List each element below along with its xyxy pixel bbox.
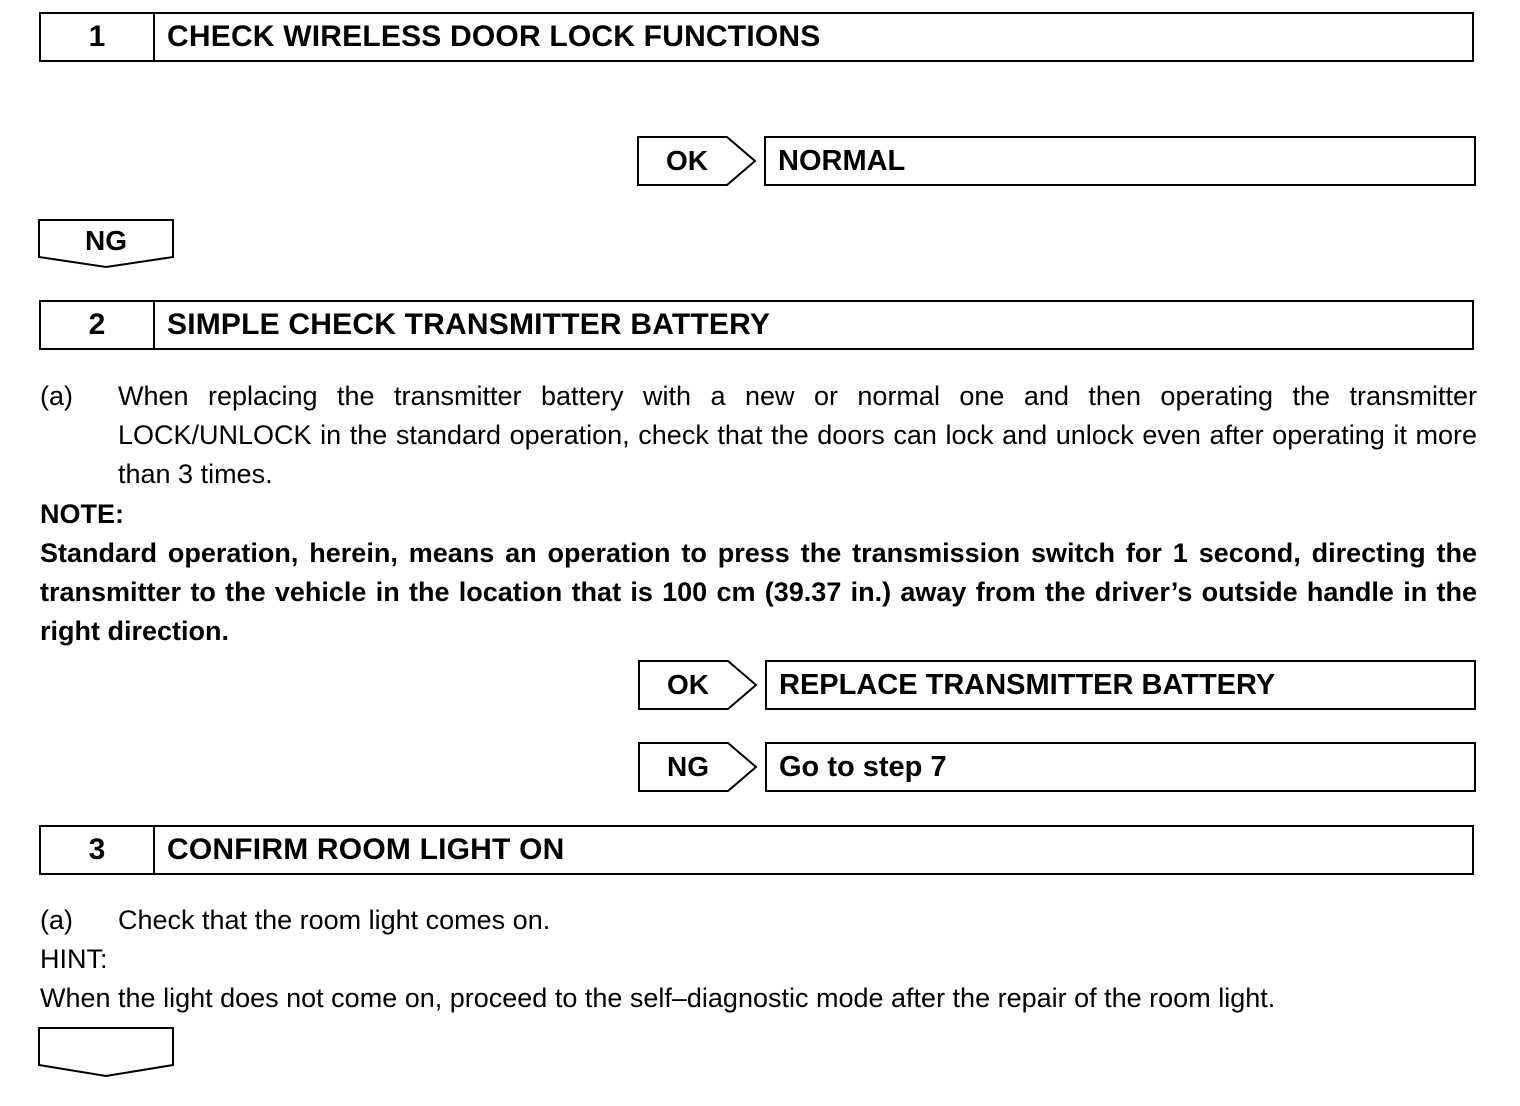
ok-label: OK (666, 145, 708, 176)
ng-down-tag (38, 219, 176, 269)
step-number: 2 (41, 302, 155, 348)
item-text: Check that the room light comes on. (118, 905, 551, 935)
hint-title: HINT: (40, 944, 108, 974)
ok-arrow-tag (637, 136, 761, 186)
ng-label: NG (667, 751, 709, 782)
result-text: Go to step 7 (779, 750, 947, 783)
ok-label: OK (667, 669, 709, 700)
step-title: CHECK WIRELESS DOOR LOCK FUNCTIONS (167, 20, 821, 53)
note-text: Standard operation, herein, means an operation to press the transmission switch for 1 second, directing the transmitter to the vehicle in the location that is 100 cm (39.37 in.) away from the driver’s outside handle in the right direction. (40, 538, 1477, 646)
item-text: When replacing the transmitter battery with a new or normal one and then operating the transmitter LOCK/UNLOCK in the standard operation, check that the doors can lock and unlock even after operating it more than 3 times. (118, 381, 1477, 489)
hint-text: When the light does not come on, proceed to the self–diagnostic mode after the repair of the room light. (40, 983, 1276, 1013)
note-title: NOTE: (40, 499, 124, 529)
item-label: (a) (40, 381, 73, 411)
step-2-item-a (40, 377, 1477, 497)
result-text: NORMAL (778, 144, 906, 177)
ng-arrow-tag (638, 742, 762, 792)
step-title: SIMPLE CHECK TRANSMITTER BATTERY (167, 308, 771, 341)
ng-result-box (765, 742, 1476, 792)
ok-result-box (764, 136, 1476, 186)
result-text: REPLACE TRANSMITTER BATTERY (779, 668, 1276, 701)
down-arrow-icon (38, 1027, 176, 1079)
continue-down-tag (38, 1027, 176, 1079)
item-label: (a) (40, 905, 73, 935)
ok-result-box (765, 660, 1476, 710)
step-3-header (39, 825, 1474, 875)
step-title: CONFIRM ROOM LIGHT ON (167, 833, 565, 866)
step-2-header (39, 300, 1474, 350)
step-1-header (39, 12, 1474, 62)
ng-label: NG (85, 225, 127, 256)
step-number: 3 (41, 827, 155, 873)
step-number: 1 (41, 14, 155, 60)
step-3-item-a (40, 901, 1477, 941)
ok-arrow-tag (638, 660, 762, 710)
